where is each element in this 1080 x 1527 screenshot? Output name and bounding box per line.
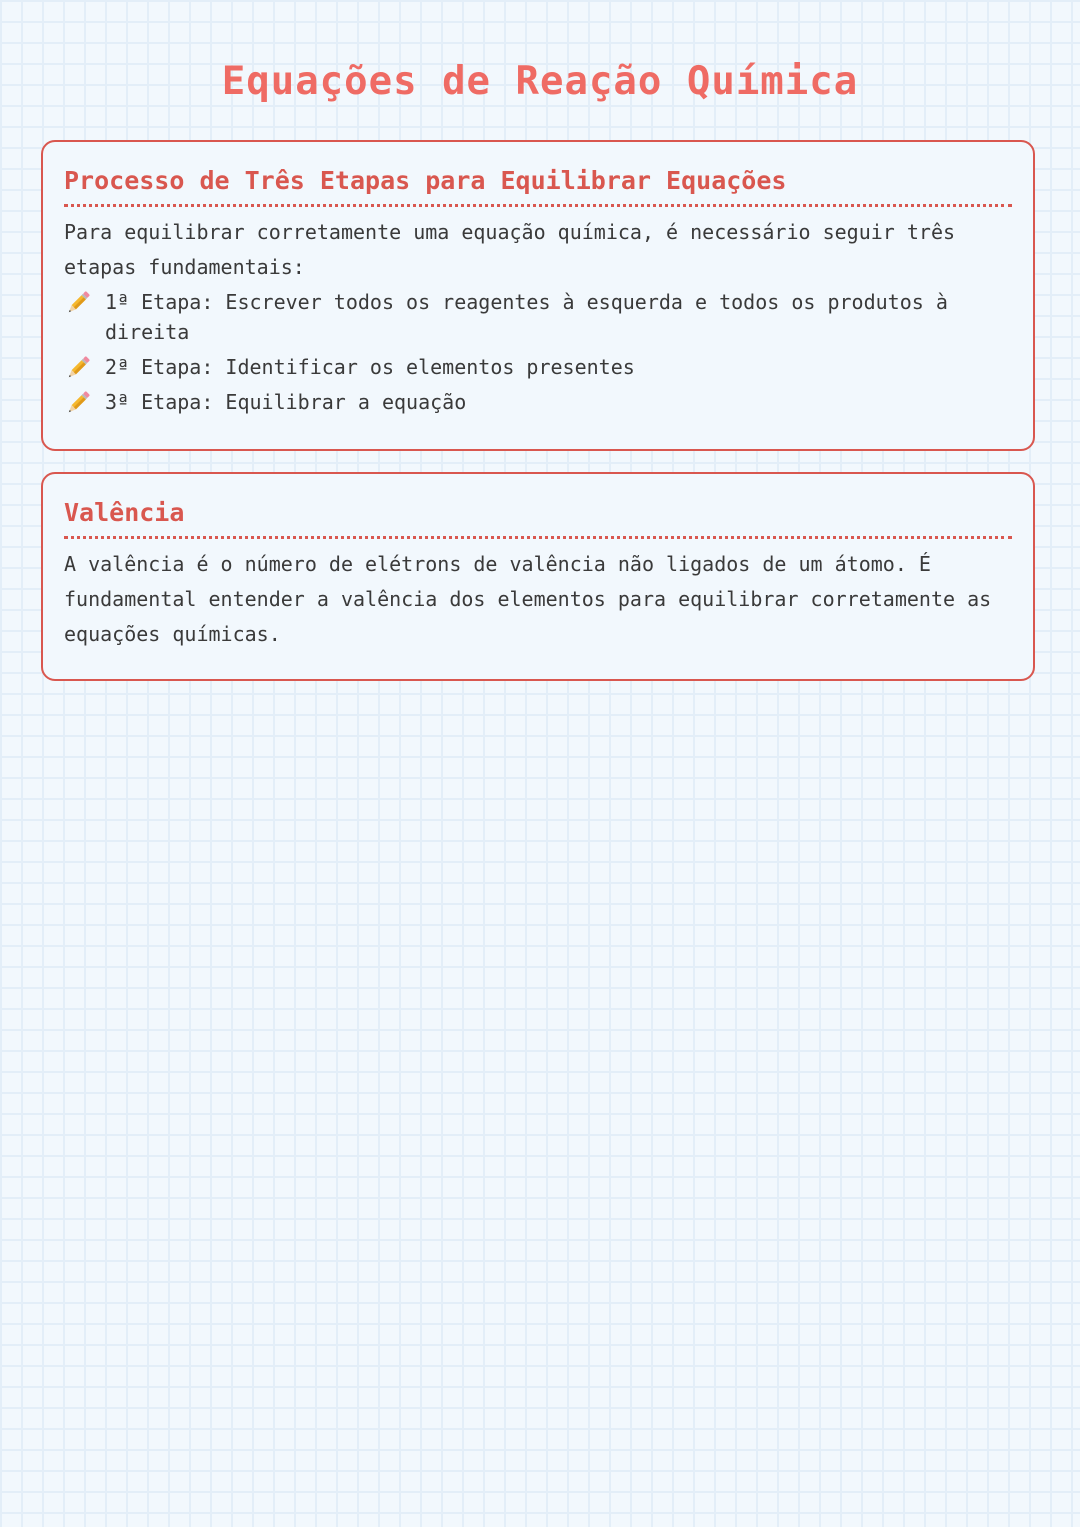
steps-list [64,287,1012,417]
list-item [64,387,1012,417]
valencia-body: A valência é o número de elétrons de valência não ligados de um átomo. É fundamental entender a valência dos elementos para equilibrar corretamente as equações químicas. [64,552,992,646]
list-item [64,352,1012,382]
valencia-card [41,472,1035,681]
steps-card [41,140,1035,451]
pencil-icon [64,389,92,417]
pencil-icon [64,354,92,382]
step-text: 2ª Etapa: Identificar os elementos presentes [105,355,635,379]
pencil-icon [64,289,92,317]
valencia-heading: Valência [64,494,1012,539]
step-text: 1ª Etapa: Escrever todos os reagentes à esquerda e todos os produtos à direita [105,290,948,344]
list-item [64,287,1012,347]
step-text: 3ª Etapa: Equilibrar a equação [105,390,467,414]
page-title: Equações de Reação Química [221,59,859,104]
steps-heading: Processo de Três Etapas para Equilibrar Equações [64,162,1012,207]
steps-intro: Para equilibrar corretamente uma equação química, é necessário seguir três etapas fundamentais: [64,220,956,279]
